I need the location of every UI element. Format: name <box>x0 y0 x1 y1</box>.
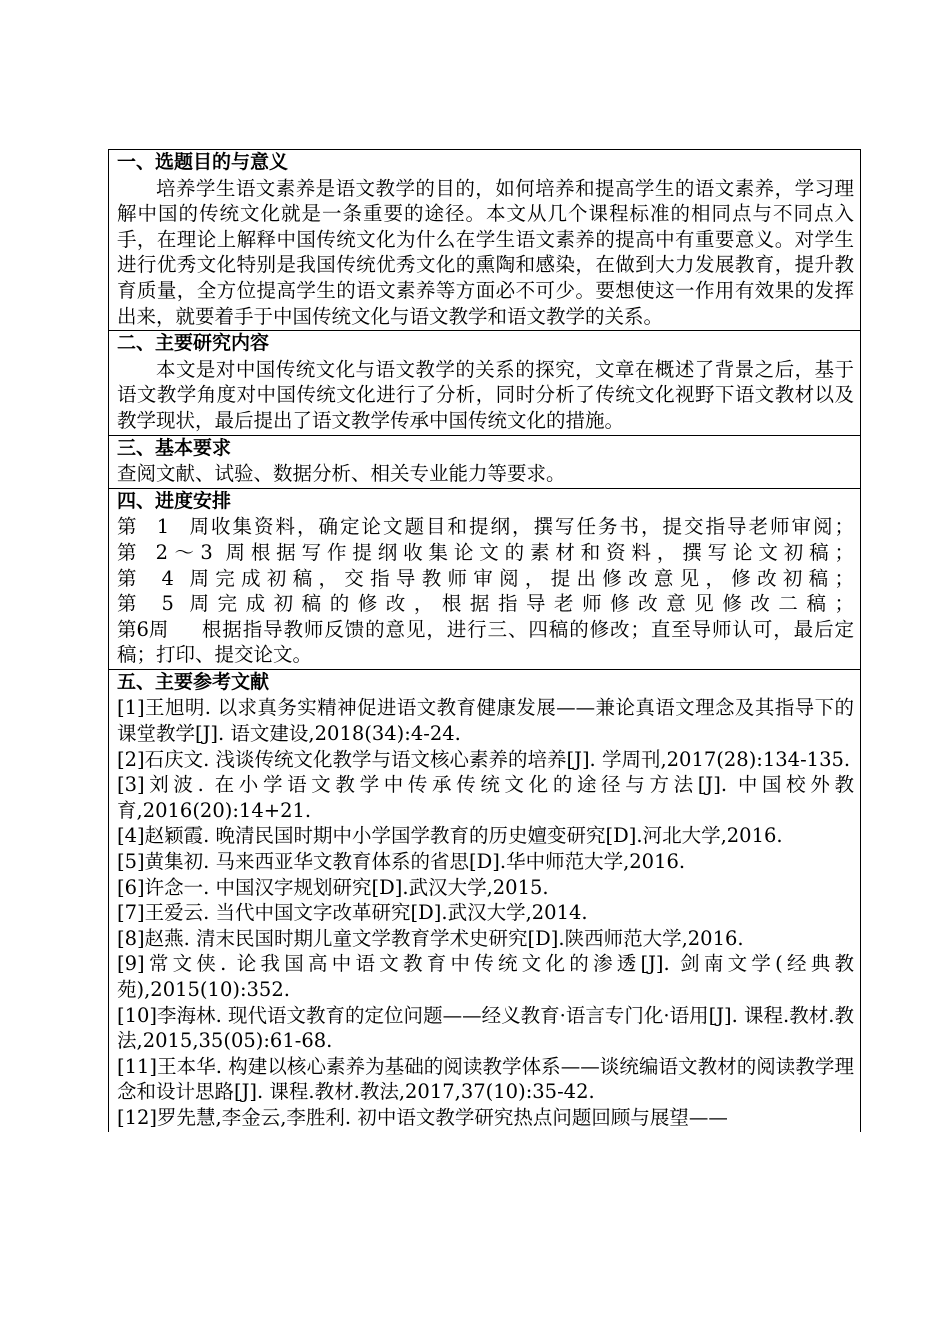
schedule-task: 根据写作提纲收集论文的素材和资料，撰写论文初稿； <box>245 540 854 564</box>
task-form-table <box>108 149 861 1132</box>
reference-item: [2]石庆文. 浅谈传统文化教学与语文核心素养的培养[J]. 学周刊,2017(28):134-135. <box>117 747 851 771</box>
section-body: 本文是对中国传统文化与语文教学的关系的探究，文章在概述了背景之后，基于语文教学角度对中国传统文化进行了分析，同时分析了传统文化视野下语文教材以及教学现状，最后提出了语文教学传承中国传统文化的措施。 <box>117 357 854 432</box>
schedule-week: 第 4 周 <box>117 566 209 590</box>
schedule-task: 完成初稿的修改，根据指导老师修改意见修改二稿； <box>209 592 854 616</box>
reference-item: [6]许念一. 中国汉字规划研究[D].武汉大学,2015. <box>117 875 549 899</box>
section-purpose <box>109 150 861 331</box>
schedule-item <box>117 566 854 592</box>
section-requirements-cell <box>109 435 861 488</box>
schedule-week: 第1周 <box>117 515 209 539</box>
section-references-cell <box>109 669 861 1131</box>
reference-item: [9]常文侠. 论我国高中语文教育中传统文化的渗透[J]. 剑南文学(经典教苑),2015(10):352. <box>117 952 854 1001</box>
schedule-week: 第 5 周 <box>117 592 209 616</box>
section-requirements <box>109 435 861 488</box>
section-content-cell <box>109 331 861 435</box>
section-title: 四、进度安排 <box>117 489 232 512</box>
reference-item: [11]王本华. 构建以核心素养为基础的阅读教学体系——谈统编语文教材的阅读教学理念和设计思路[J]. 课程.教材.教法,2017,37(10):35-42. <box>117 1054 854 1104</box>
section-schedule <box>109 488 861 669</box>
section-body: 培养学生语文素养是语文教学的目的，如何培养和提高学生的语文素养，学习理解中国的传统文化就是一条重要的途径。本文从几个课程标准的相同点与不同点入手，在理论上解释中国传统文化为什么在学生语文素养的提高中有重要意义。对学生进行优秀文化特别是我国传统优秀文化的熏陶和感染，在做到大力发展教育，提升教育质量，全方位提高学生的语文素养等方面必不可少。要想使这一作用有效果的发挥出来，就要着手于中国传统文化与语文教学和语文教学的关系。 <box>117 176 854 328</box>
schedule-task: 根据指导教师反馈的意见，进行三、四稿的修改；直至导师认可，最后定稿；打印、提交论文。 <box>117 617 854 667</box>
section-title: 二、主要研究内容 <box>117 332 270 355</box>
section-schedule-cell <box>109 488 861 669</box>
reference-item: [7]王爱云. 当代中国文字改革研究[D].武汉大学,2014. <box>117 901 588 925</box>
section-references <box>109 669 861 1131</box>
schedule-item <box>117 591 854 617</box>
schedule-task: 收集资料，确定论文题目和提纲，撰写任务书，提交指导老师审阅； <box>209 515 854 539</box>
reference-item: [3]刘波. 在小学语文教学中传承传统文化的途径与方法[J]. 中国校外教育,2016(20):14+21. <box>117 773 854 822</box>
section-title: 三、基本要求 <box>117 436 232 459</box>
section-body: 查阅文献、试验、数据分析、相关专业能力等要求。 <box>117 462 566 486</box>
reference-item: [12]罗先慧,李金云,李胜利. 初中语文教学研究热点问题回顾与展望—— <box>117 1105 728 1129</box>
section-purpose-cell <box>109 150 861 331</box>
section-content <box>109 331 861 435</box>
section-title: 一、选题目的与意义 <box>117 151 289 173</box>
reference-item: [4]赵颖霞. 晚清民国时期中小学国学教育的历史嬗变研究[D].河北大学,2016. <box>117 824 783 848</box>
schedule-week: 第6周 <box>117 617 169 641</box>
schedule-task: 完成初稿，交指导教师审阅，提出修改意见，修改初稿； <box>209 566 854 590</box>
schedule-week: 第 2～3 周 <box>117 540 245 564</box>
schedule-item <box>117 617 854 668</box>
schedule-item <box>117 514 854 540</box>
reference-item: [1]王旭明. 以求真务实精神促进语文教育健康发展——兼论真语文理念及其指导下的课堂教学[J]. 语文建设,2018(34):4-24. <box>117 696 854 746</box>
schedule-item <box>117 540 854 566</box>
reference-item: [5]黄集初. 马来西亚华文教育体系的省思[D].华中师范大学,2016. <box>117 850 686 874</box>
reference-item: [8]赵燕. 清末民国时期儿童文学教育学术史研究[D].陕西师范大学,2016. <box>117 926 744 950</box>
section-title: 五、主要参考文献 <box>117 670 270 693</box>
reference-item: [10]李海林. 现代语文教育的定位问题——经义教育·语言专门化·语用[J]. 课程.教材.教法,2015,35(05):61-68. <box>117 1003 854 1053</box>
